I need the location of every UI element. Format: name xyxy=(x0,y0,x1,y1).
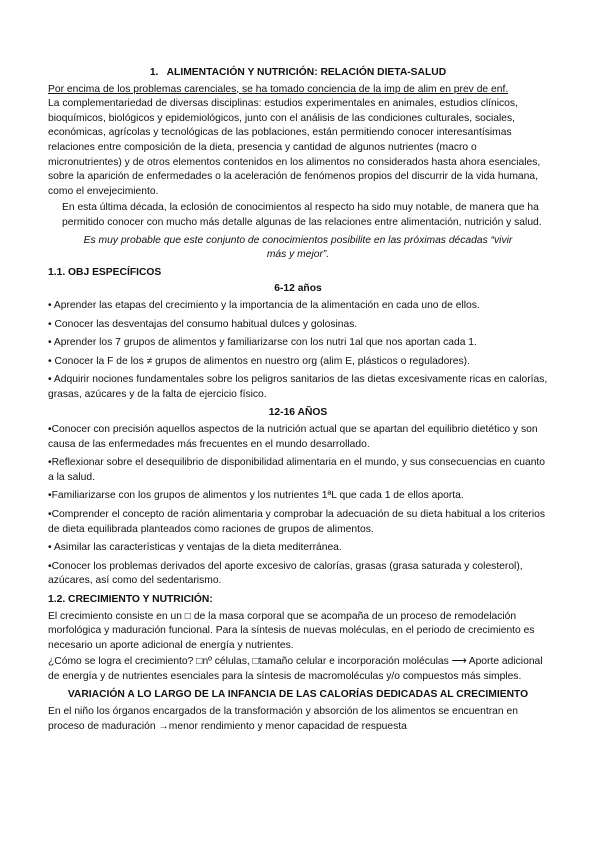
list-item: •Familiarizarse con los grupos de alimentos y los nutrientes 1ªL que cada 1 de ellos aporta. xyxy=(48,490,464,502)
quote: Es muy probable que este conjunto de conocimientos posibilite en las próximas décadas “vivir más y mejor”. xyxy=(83,234,513,261)
paragraph-nino: En el niño los órganos encargados de la transformación y absorción de los alimentos se encuentran en proceso de maduración →menor rendimiento y menor capacidad de respuesta xyxy=(48,706,518,732)
section-heading-crecimiento: 1.2. CRECIMIENTO Y NUTRICIÓN: xyxy=(48,594,213,605)
paragraph-como-se-logra: ¿Cómo se logra el crecimiento? □nº células, □tamaño celular e incorporación moléculas ⟶ Aporte adicional de energía y de nutrientes esenciales para la síntesis de macromoléculas y/o compuestos más simples. xyxy=(48,656,543,682)
list-item: •Comprender el concepto de ración alimentaria y comprobar la adecuación de su dieta habitual a los criterios de dieta equilibrada planteados como raciones de grupos de alimentos. xyxy=(48,509,545,535)
list-item: • Aprender los 7 grupos de alimentos y familiarizarse con los nutri 1al que nos aportan cada 1. xyxy=(48,337,477,349)
list-item: • Conocer las desventajas del consumo habitual dulces y golosinas. xyxy=(48,318,358,330)
list-item: •Reflexionar sobre el desequilibrio de disponibilidad alimentaria en el mundo, y sus consecuencias en cuanto a la salud. xyxy=(48,457,546,483)
underlined-intro: Por encima de los problemas carenciales, se ha tomado conciencia de la imp de alim en prev de enf. xyxy=(48,83,509,95)
paragraph-complementariedad: La complementariedad de diversas disciplinas: estudios experimentales en animales, estudios clínicos, bioquímicos, biológicos y epidemiológicos, junto con el análisis de las condiciones culturales, sociales, económicas, agrícolas y tecnológicas de las poblaciones, están permitiendo conocer interesantísimas relaciones entre composición de la dieta, presencia y cantidad de algunos nutrientes (macro o micronutrientes) y de otros elementos contenidos en los alimentos no considerados hasta ahora esenciales, sobre la aparición de enfermedades o la aceleración de fenómenos propios del discurrir de la vida humana, como el envejecimiento. xyxy=(48,98,541,197)
paragraph-crecimiento: El crecimiento consiste en un □ de la masa corporal que se acompaña de un proceso de remodelación morfológica y maduración funcional. Para la síntesis de nuevas moléculas, en el periodo de crecimiento es necesario un aporte adicional de energía y nutrientes. xyxy=(48,610,535,651)
age-heading-12-16: 12-16 AÑOS xyxy=(268,407,328,419)
heading-variacion: VARIACIÓN A LO LARGO DE LA INFANCIA DE LAS CALORÍAS DEDICADAS AL CRECIMIENTO xyxy=(67,688,529,700)
list-item: • Adquirir nociones fundamentales sobre los peligros sanitarios de las dietas excesivamente ricas en calorías, grasas, azúcares y de la falta de ejercicio físico. xyxy=(48,374,548,400)
main-heading: 1. ALIMENTACIÓN Y NUTRICIÓN: RELACIÓN DIETA-SALUD xyxy=(149,67,447,78)
age-heading-6-12: 6-12 años xyxy=(274,283,322,295)
section-heading-objetivos: 1.1. OBJ ESPECÍFICOS xyxy=(48,266,162,278)
list-item: • Conocer la F de los ≠ grupos de alimentos en nuestro org (alim E, plásticos o reguladores). xyxy=(48,355,470,367)
list-item: •Conocer con precisión aquellos aspectos de la nutrición actual que se apartan del equilibrio dietético y son causa de las enfermedades más frecuentes en el mundo desarrollado. xyxy=(48,424,538,450)
list-item: • Asimilar las características y ventajas de la dieta mediterránea. xyxy=(48,542,342,554)
list-item: •Conocer los problemas derivados del aporte excesivo de calorías, grasas (grasa saturada y colesterol), azúcares, así como del sedentarismo. xyxy=(48,560,523,587)
objectives-list-6-12 xyxy=(48,299,548,403)
objectives-list-12-16 xyxy=(48,423,548,589)
document-page xyxy=(48,66,548,734)
list-item: • Aprender las etapas del crecimiento y la importancia de la alimentación en cada uno de ellos. xyxy=(48,299,480,311)
paragraph-ultima-decada: En esta última década, la eclosión de conocimientos al respecto ha sido muy notable, de manera que ha permitido conocer con mucho más detalle algunas de las relaciones entre alimentación, nutrición y salud. xyxy=(62,202,542,228)
